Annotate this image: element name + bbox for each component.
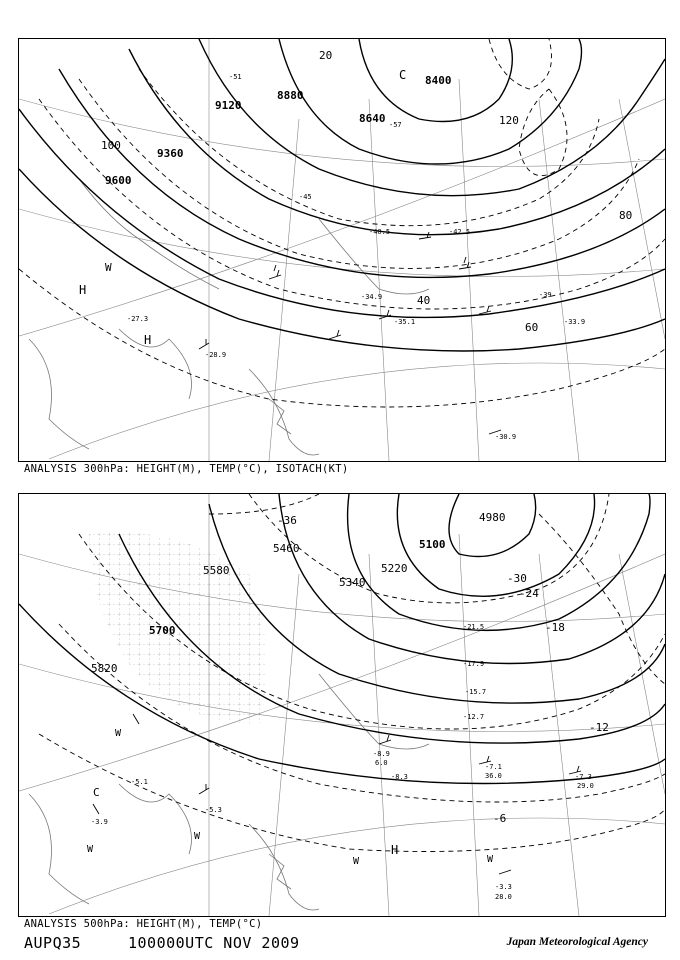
product-code: AUPQ35	[24, 934, 82, 952]
station-value: -5.1	[131, 778, 148, 786]
hatched-region	[89, 532, 267, 724]
height-label-5700: 5700	[149, 624, 176, 637]
temp-label: -57	[389, 121, 402, 129]
isotach-label-20: 20	[319, 49, 333, 62]
caption-500hpa: ANALYSIS 500hPa: HEIGHT(M), TEMP(°C)	[24, 918, 263, 930]
station-value: -15.7	[465, 688, 487, 696]
graticule	[19, 39, 665, 461]
temp-contour-label--24: -24	[519, 587, 539, 600]
station-value: -7.1	[485, 763, 502, 771]
isotach-label-120: 120	[499, 114, 519, 127]
temp-label: -27.3	[127, 315, 149, 323]
isotach-label-40: 40	[417, 294, 431, 307]
temp-contour-label--18: -18	[545, 621, 565, 634]
valid-time: 100000UTC NOV 2009	[128, 934, 300, 952]
height-label-8880: 8880	[277, 89, 304, 102]
warm-center: W	[87, 844, 94, 855]
height-contours	[19, 39, 665, 351]
temp-label: -35.1	[394, 318, 416, 326]
temp-contour-label--12: -12	[589, 721, 609, 734]
station-value: -17.9	[463, 660, 485, 668]
high-pressure-center-2: H	[144, 333, 152, 347]
high-pressure-center: H	[391, 843, 399, 857]
station-value: 6.0	[375, 759, 388, 767]
station-value: -5.3	[205, 806, 222, 814]
wind-barbs	[93, 714, 581, 874]
map-300hpa	[18, 38, 666, 462]
map-500hpa-canvas	[19, 494, 665, 916]
warm-center: W	[115, 728, 122, 739]
temp-contour-label--30: -30	[507, 572, 527, 585]
isotach-label-100: 100	[101, 139, 121, 152]
station-value: -12.7	[463, 713, 485, 721]
height-label-8640: 8640	[359, 112, 386, 125]
height-label-5220: 5220	[381, 562, 408, 575]
height-label-5820: 5820	[91, 662, 118, 675]
temp-label: -39	[539, 291, 552, 299]
temp-contour-label--36: -36	[277, 514, 297, 527]
height-label-4980: 4980	[479, 511, 506, 524]
warm-center: W	[353, 856, 360, 867]
wind-barbs	[199, 232, 501, 434]
temp-label: -30.9	[495, 433, 517, 441]
warm-center: W	[487, 854, 494, 865]
temp-label: -34.9	[361, 293, 383, 301]
cold-center: C	[399, 68, 407, 82]
isotach-label-80: 80	[619, 209, 633, 222]
station-value: -3.9	[91, 818, 108, 826]
high-pressure-center: H	[79, 283, 87, 297]
height-label-5580: 5580	[203, 564, 230, 577]
station-value: -7.3	[575, 773, 592, 781]
warm-center: W	[105, 261, 112, 274]
height-label-5100: 5100	[419, 538, 446, 551]
temp-label: -28.9	[205, 351, 227, 359]
agency-name: Japan Meteorological Agency	[506, 936, 648, 948]
height-label-9360: 9360	[157, 147, 184, 160]
isotach-label-60: 60	[525, 321, 539, 334]
map-300hpa-canvas	[19, 39, 665, 461]
temp-label: -45	[299, 193, 312, 201]
station-value: -3.3	[495, 883, 512, 891]
height-label-5460: 5460	[273, 542, 300, 555]
station-value: 29.0	[577, 782, 594, 790]
temp-label: -51	[229, 73, 242, 81]
height-label-8400: 8400	[425, 74, 452, 87]
temp-label: -33.9	[564, 318, 586, 326]
temp-label: -42.5	[449, 228, 471, 236]
warm-center: W	[194, 831, 201, 842]
station-value: 36.0	[485, 772, 502, 780]
temp-label: -40.5	[369, 228, 391, 236]
station-value: -21.5	[463, 623, 485, 631]
height-label-9120: 9120	[215, 99, 242, 112]
station-value: -8.9	[373, 750, 390, 758]
height-label-9600: 9600	[105, 174, 132, 187]
map-500hpa	[18, 493, 666, 917]
isotach-contours	[19, 39, 665, 407]
temp-contour-label--6: -6	[493, 812, 507, 825]
station-value: 28.0	[495, 893, 512, 901]
height-label-5340: 5340	[339, 576, 366, 589]
coastline	[29, 179, 429, 455]
caption-300hpa: ANALYSIS 300hPa: HEIGHT(M), TEMP(°C), ISOTACH(KT)	[24, 463, 349, 475]
cold-center: C	[93, 786, 100, 799]
station-value: -8.3	[391, 773, 408, 781]
map-labels	[79, 49, 632, 441]
